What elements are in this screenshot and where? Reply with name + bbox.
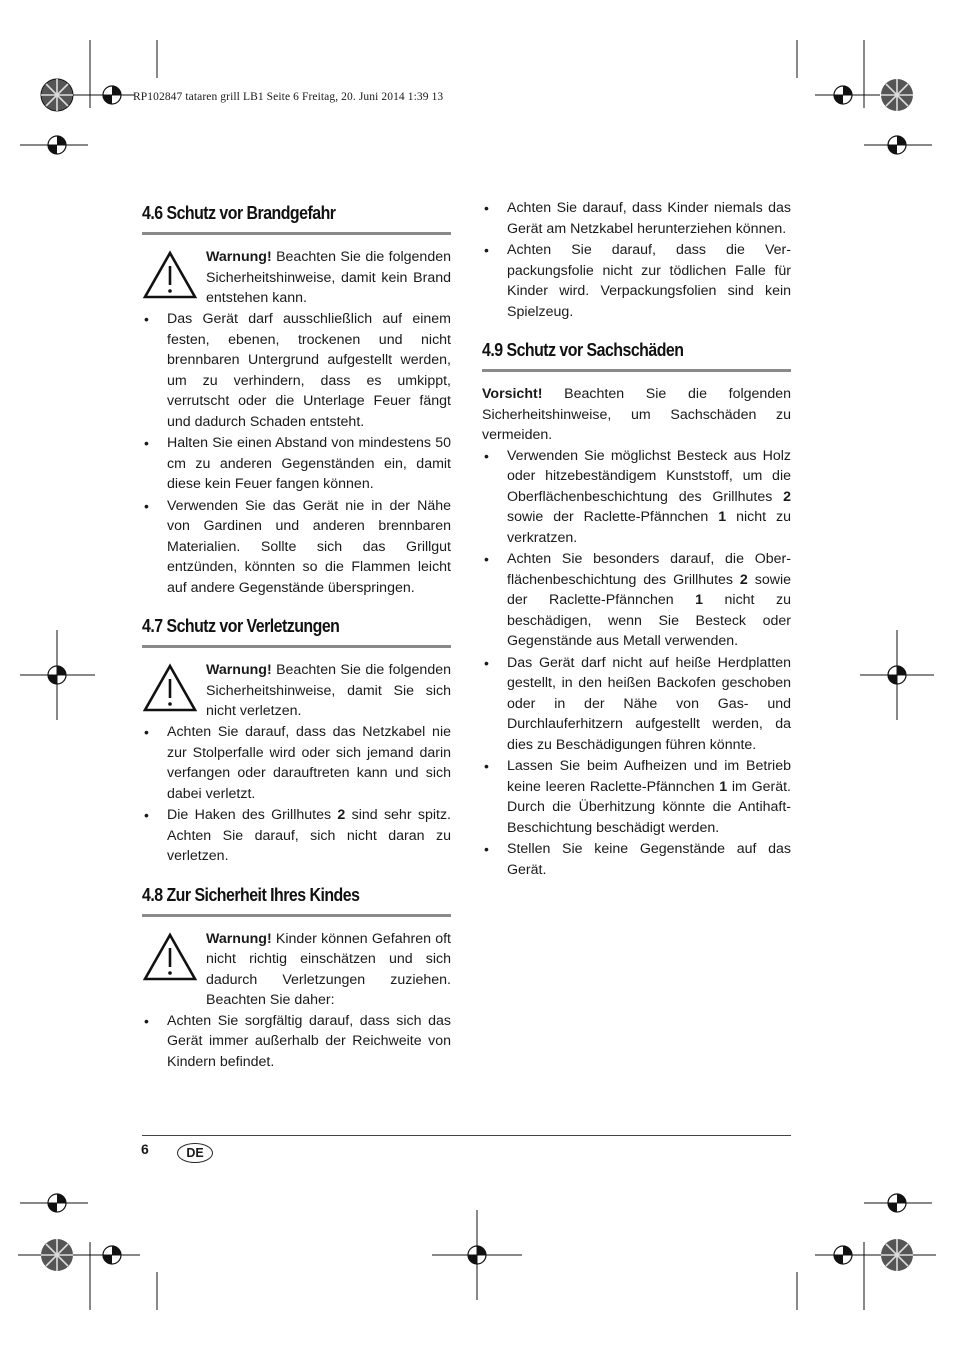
list-item: • Die Haken des Grillhutes 2 sind sehr spitz. Achten Sie darauf, sich nicht daran zu verletzen. <box>142 805 451 867</box>
warning-triangle-icon <box>142 250 198 300</box>
list-item: • Verwenden Sie das Gerät nie in der Nähe von Gardinen und anderen brennbaren Materialien. Sollte sich das Grillgut entzünden, könnten so die Flammen leicht auf andere Gegenstände überspringen. <box>142 496 451 599</box>
list-item: • Achten Sie darauf, dass Kinder niemals das Gerät am Netzkabel herunterziehen können. <box>482 198 791 239</box>
warning-block <box>142 929 451 1011</box>
list-item: • Stellen Sie keine Gegenstände auf das Gerät. <box>482 839 791 880</box>
list-item: • Das Gerät darf ausschließlich auf einem festen, ebenen, trockenen und nicht brennbaren Untergrund aufgestellt werden, um zu verhindern, dass es umkippt, verrutscht oder die Unterlage Feuer fängt und dadurch Schaden entsteht. <box>142 309 451 432</box>
warning-label: Warnung! <box>206 249 272 265</box>
warning-label: Warnung! <box>206 662 272 678</box>
list-item: • Das Gerät darf nicht auf heiße Herdplatten gestellt, in den heißen Backofen geschoben oder in der Nähe von Gas- und Durchlauferhitzern aufgestellt werden, da dies zu Beschädigungen führen könnte. <box>482 653 791 756</box>
footer-rule <box>142 1135 791 1136</box>
warning-text: Beachten Sie die folgenden Sicherheitshinweise, damit kein Brand entstehen kann. <box>206 249 451 306</box>
warning-block <box>142 660 451 722</box>
bullet-list <box>482 446 791 881</box>
warning-text: Kinder können Gefahren oft nicht richtig einschätzen und sich dadurch Verletzungen zuziehen. Beachten Sie daher: <box>206 930 451 1008</box>
warning-triangle-icon <box>142 663 198 713</box>
caution-label: Vorsicht! <box>482 386 543 402</box>
section-heading-4-7: 4.7 Schutz vor Verletzungen <box>142 615 340 636</box>
right-column <box>482 198 791 881</box>
section-heading-4-6: 4.6 Schutz vor Brandgefahr <box>142 202 336 223</box>
bullet-list-continued <box>482 198 791 322</box>
section-rule <box>142 232 451 235</box>
list-item: • Lassen Sie beim Aufheizen und im Betrieb keine leeren Raclette-Pfännchen 1 im Gerät. Durch die Überhitzung könnte die Antihaft-Beschichtung beschädigt werden. <box>482 756 791 838</box>
section-rule <box>142 645 451 648</box>
print-slug-line: RP102847 tataren grill LB1 Seite 6 Freitag, 20. Juni 2014 1:39 13 <box>133 91 444 103</box>
bullet-list <box>142 309 451 598</box>
list-item: • Verwenden Sie möglichst Besteck aus Holz oder hitzebeständigem Kunststoff, um die Oberflächenbeschichtung des Grillhutes 2 sowie der Raclette-Pfännchen 1 nicht zu verkratzen. <box>482 446 791 549</box>
section-heading-4-8: 4.8 Zur Sicherheit Ihres Kindes <box>142 883 360 905</box>
warning-text: Beachten Sie die folgenden Sicherheitshinweise, damit Sie sich nicht verletzen. <box>206 662 451 719</box>
list-item: • Achten Sie darauf, dass die Verpackungsfolie nicht zur tödlichen Falle für Kinder wird. Verpackungsfolien sind kein Spielzeug. <box>482 240 791 322</box>
bullet-list <box>142 1011 451 1073</box>
list-item: • Achten Sie sorgfältig darauf, dass sich das Gerät immer außerhalb der Reichweite von Kindern befindet. <box>142 1011 451 1073</box>
list-item: • Halten Sie einen Abstand von mindestens 50 cm zu anderen Gegenständen ein, damit diese kein Feuer fangen können. <box>142 433 451 495</box>
section-rule <box>482 369 791 372</box>
section-rule <box>142 914 451 917</box>
list-item: • Achten Sie darauf, dass das Netzkabel nie zur Stolperfalle wird oder sich jemand darin verfangen oder darauftreten kann und sich dabei verletzt. <box>142 722 451 804</box>
section-heading-4-9: 4.9 Schutz vor Sachschäden <box>482 339 684 360</box>
bullet-list <box>142 722 451 867</box>
page-number: 6 <box>141 1141 149 1157</box>
part-number: 2 <box>337 807 346 823</box>
warning-triangle-icon <box>142 932 198 982</box>
language-badge: DE <box>177 1143 213 1163</box>
warning-block <box>142 247 451 309</box>
left-column <box>142 198 451 1073</box>
caution-paragraph <box>482 384 791 446</box>
caution-text: Beachten Sie die folgenden Sicherheitshinweise, um Sachschäden zu vermeiden. <box>482 386 791 443</box>
list-item: • Achten Sie besonders darauf, die Oberflächenbeschichtung des Grillhutes 2 sowie der Raclette-Pfännchen 1 nicht zu beschädigen, wenn Sie Besteck oder Gegenstände aus Metall verwenden. <box>482 549 791 652</box>
warning-label: Warnung! <box>206 930 272 947</box>
